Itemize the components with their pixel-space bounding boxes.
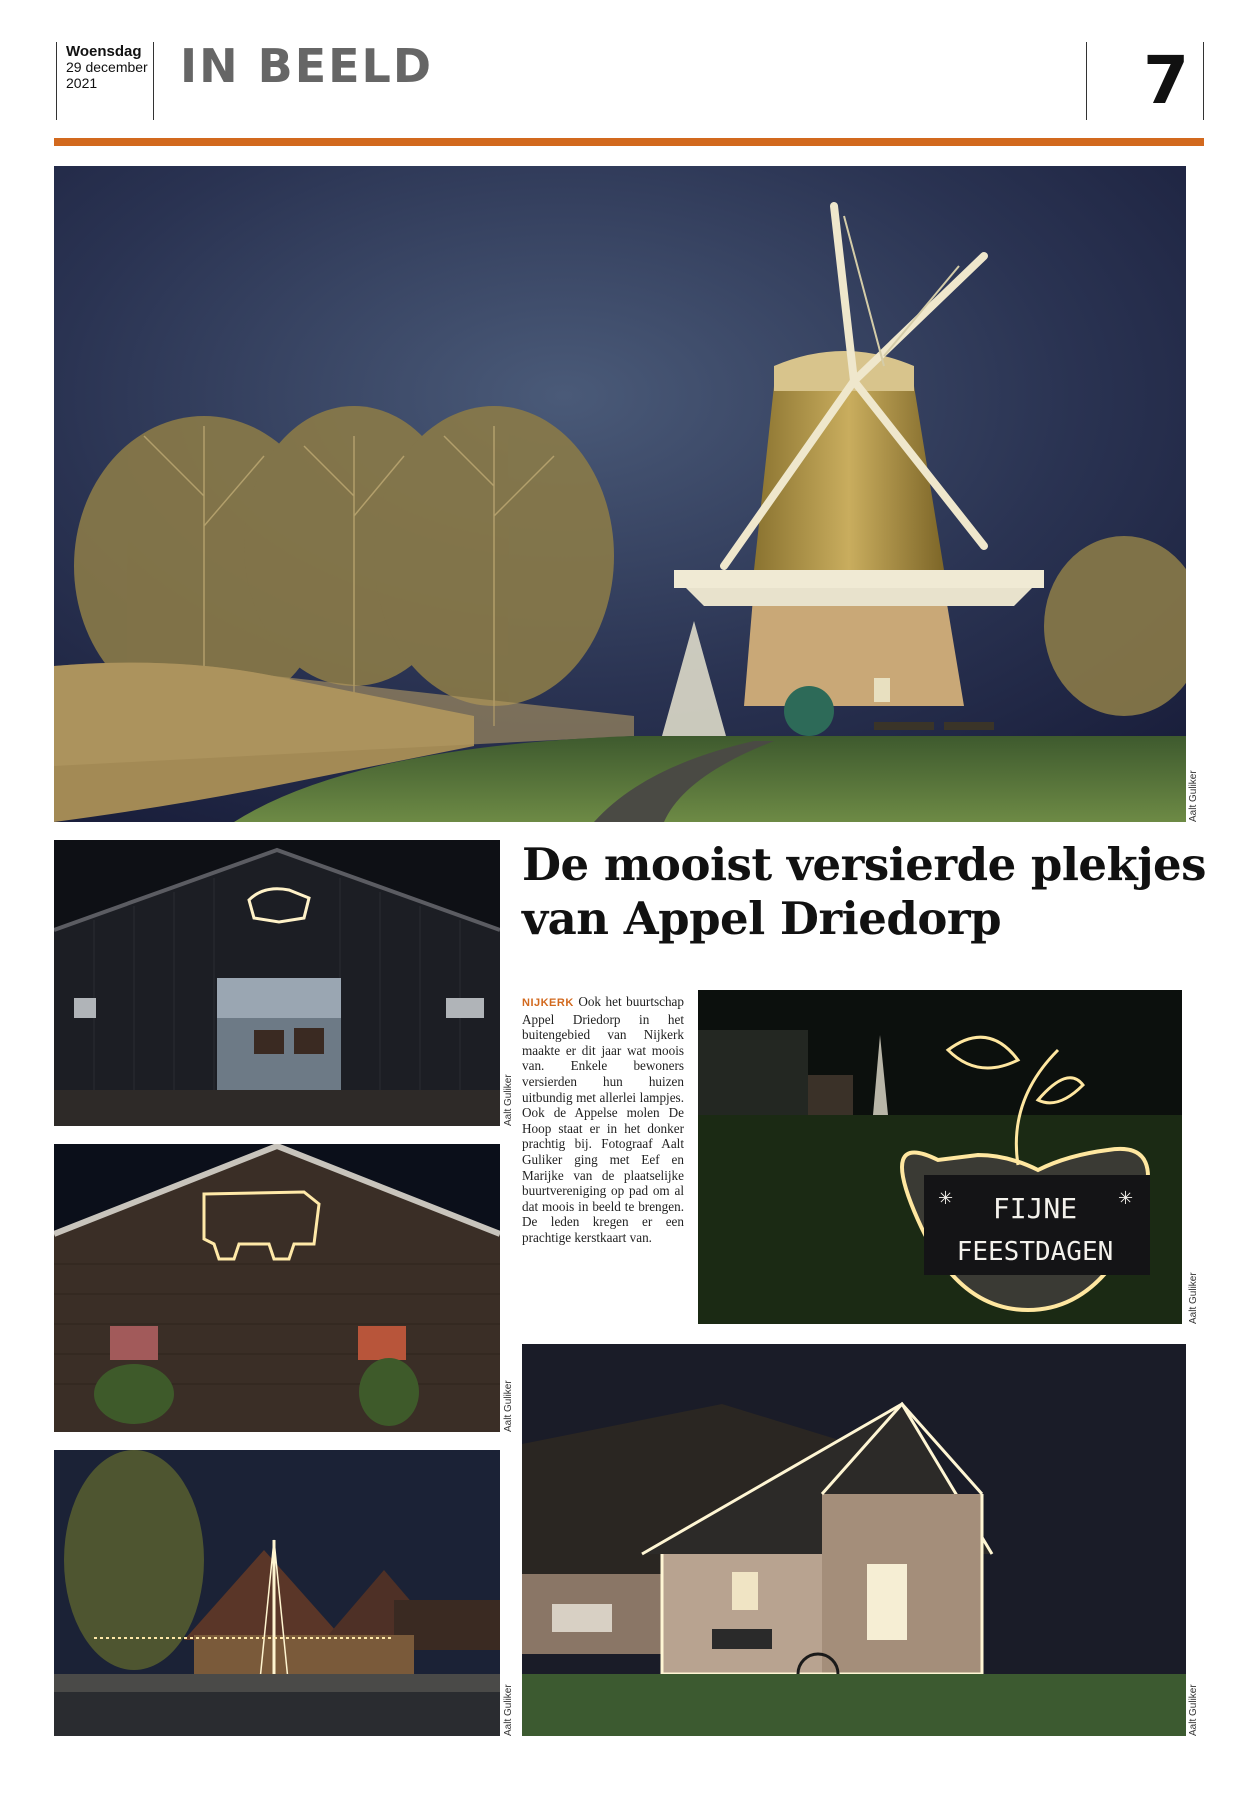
apple-sign-line-2: FEESTDAGEN [956,1237,1114,1267]
cottage-photo [522,1344,1186,1736]
article-body [522,994,684,1246]
cottage-photo-credit: Aalt Guliker [1188,1684,1199,1736]
section-title: IN BEELD [180,39,434,93]
article-headline [522,838,1212,946]
barn-photo [54,840,500,1126]
page-number: 7 [1143,42,1189,119]
headline-line-2: van Appel Driedorp [522,892,1002,945]
header-year: 2021 [66,75,98,91]
street-photo [54,1450,500,1736]
pig-house-photo [54,1144,500,1432]
svg-text:✳: ✳ [938,1188,954,1209]
page-number-box [1086,42,1204,120]
apple-photo-credit: Aalt Guliker [1188,1272,1199,1324]
article-place: NIJKERK [522,997,574,1009]
apple-photo [698,990,1182,1324]
header-date-block [56,42,154,120]
svg-text:✳: ✳ [1118,1188,1134,1209]
pig-house-photo-credit: Aalt Guliker [503,1380,514,1432]
windmill-photo-credit: Aalt Guliker [1188,770,1199,822]
windmill-photo [54,166,1186,822]
header-rule [54,138,1204,146]
article-body-text: Ook het buurtschap Appel Driedorp in het buitengebied van Nijkerk maakte er dit jaar wat moois van. Enkele bewoners versierden hun huizen uitbundig met allerlei lampjes. Ook de Appelse molen De Hoop staat er in het donker prachtig bij. Fotograaf Aalt Guliker ging met Eef en Marijke van de plaatselijke buurtvereniging op pad om al dat moois in beeld te brengen. De leden kregen er een prachtige kerstkaart van. [522,994,685,1245]
apple-sign-line-1: FIJNE [992,1192,1078,1225]
barn-photo-credit: Aalt Guliker [503,1074,514,1126]
header-day: Woensdag [66,43,142,60]
header-day-month: 29 december [66,59,148,75]
street-photo-credit: Aalt Guliker [503,1684,514,1736]
headline-line-1: De mooist versierde plekjes [522,838,1206,891]
